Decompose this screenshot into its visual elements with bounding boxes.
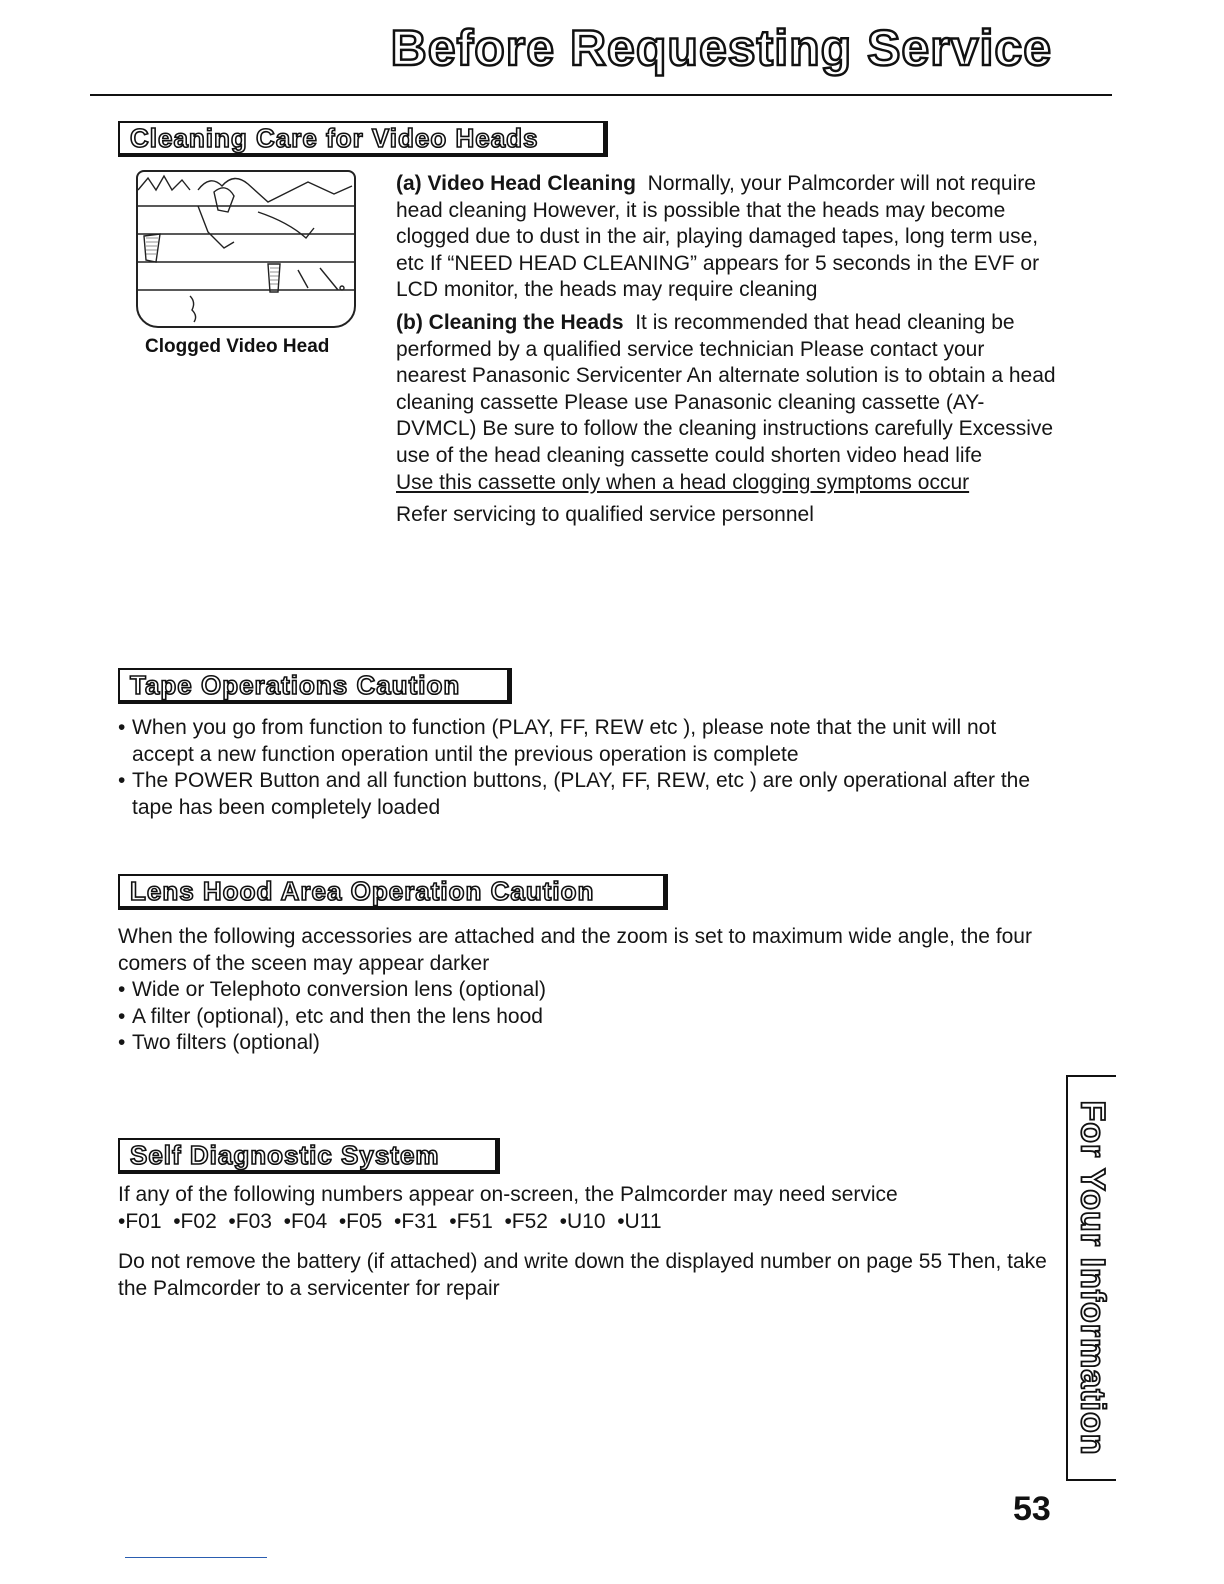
refer-servicing-note: Refer servicing to qualified service personnel xyxy=(396,503,814,527)
list-item: • The POWER Button and all function buttons, (PLAY, FF, REW, etc ) are only operational after the tape has been completely loaded xyxy=(118,768,1058,821)
side-tab xyxy=(1066,1075,1116,1481)
section-heading-diag-label: Self Diagnostic System xyxy=(130,1140,440,1170)
section-heading-cleaning xyxy=(118,121,608,157)
section-heading-lens-label: Lens Hood Area Operation Caution xyxy=(130,876,595,906)
section-heading-tape-label: Tape Operations Caution xyxy=(130,670,461,700)
lens-bullet-list xyxy=(118,977,1058,1057)
lens-body xyxy=(118,924,1058,1057)
clogged-video-head-illustration xyxy=(136,170,356,328)
title-divider xyxy=(90,94,1112,96)
paragraph-cleaning-the-heads xyxy=(396,310,1060,470)
diag-intro: If any of the following numbers appear on-screen, the Palmcorder may need service xyxy=(118,1183,898,1206)
lens-intro: When the following accessories are attached and the zoom is set to maximum wide angle, the four comers of the sceen may appear darker xyxy=(118,925,1032,975)
page-number: 53 xyxy=(1013,1490,1051,1528)
label-cleaning-the-heads: (b) Cleaning the Heads xyxy=(396,310,624,334)
list-item: • When you go from function to function (PLAY, FF, REW etc ), please note that the unit will not accept a new function operation until the previous operation is complete xyxy=(118,715,1058,768)
error-code-list: •F01 •F02 •F03 •F04 •F05 •F31 •F51 •F52 •U10 •U11 xyxy=(118,1209,662,1233)
underlined-note: Use this cassette only when a head clogging symptoms occur xyxy=(396,470,970,494)
figure-caption: Clogged Video Head xyxy=(145,336,330,357)
cleaning-body xyxy=(396,171,1060,529)
tape-body xyxy=(118,715,1058,821)
page-title: Before Requesting Service xyxy=(390,20,1052,76)
paragraph-video-head-cleaning xyxy=(396,171,1060,304)
tape-bullet-list xyxy=(118,715,1058,821)
list-item: • Wide or Telephoto conversion lens (optional) xyxy=(118,977,1058,1004)
list-item: • A filter (optional), etc and then the lens hood xyxy=(118,1004,1058,1031)
clogged-head-image xyxy=(138,172,354,326)
section-heading-cleaning-label: Cleaning Care for Video Heads xyxy=(130,123,539,153)
section-heading-diag xyxy=(118,1138,500,1174)
list-item: • Two filters (optional) xyxy=(118,1030,1058,1057)
text-video-head-cleaning: Normally, your Palmcorder will not require head cleaning However, it is possible that the heads may become clogged due to dust in the air, playing damaged tapes, long term use, etc If “NEED HEAD CLEANING” appears for 5 seconds in the EVF or LCD monitor, the heads may require cleaning xyxy=(396,172,1040,302)
diag-instructions: Do not remove the battery (if attached) and write down the displayed number on page 55 Then, take the Palmcorder to a servicenter for repair xyxy=(118,1250,1047,1300)
text-cleaning-the-heads: It is recommended that head cleaning be performed by a qualified service technician Please contact your nearest Panasonic Servicenter An alternate solution is to obtain a head cleaning cassette Please use Panasonic cleaning cassette (AY-DVMCL) Be sure to follow the cleaning instructions carefully Excessive use of the head cleaning cassette could shorten video head life xyxy=(396,310,1056,467)
footer-rule xyxy=(125,1557,267,1558)
section-heading-lens xyxy=(118,874,668,910)
side-tab-label: For Your Information xyxy=(1073,1100,1112,1456)
diag-body xyxy=(118,1182,1048,1302)
section-heading-tape xyxy=(118,668,512,704)
label-video-head-cleaning: (a) Video Head Cleaning xyxy=(396,172,636,195)
